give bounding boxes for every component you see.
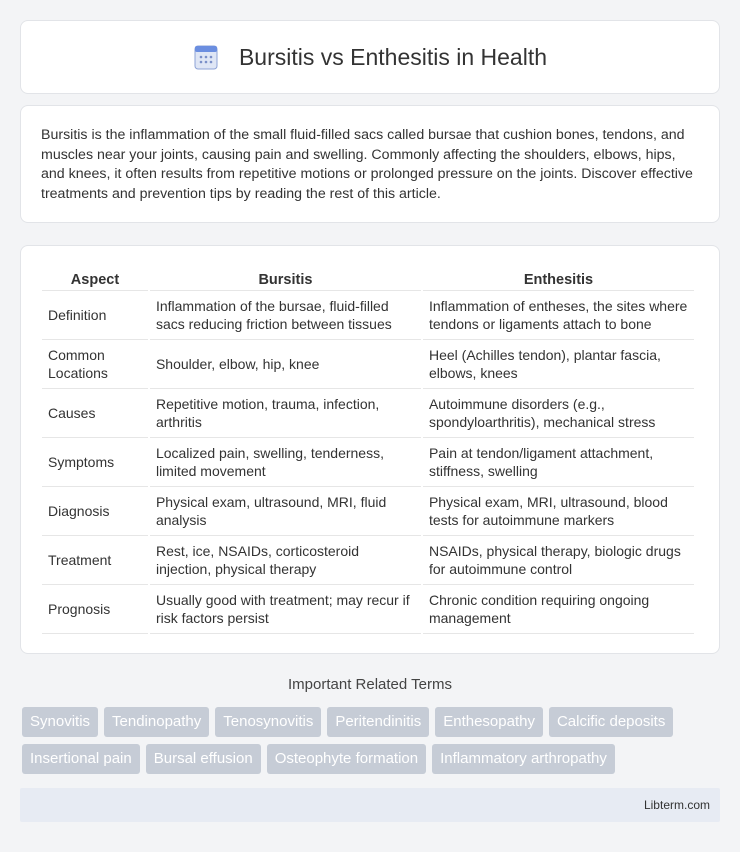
row-enthesitis: Inflammation of entheses, the sites where tendons or ligaments attach to bone [423,291,694,340]
row-aspect: Diagnosis [42,487,148,536]
table-row [42,536,694,585]
table-row [42,389,694,438]
footer-link[interactable]: Libterm.com [643,798,710,812]
tag-row [22,744,722,774]
row-enthesitis: Physical exam, MRI, ultrasound, blood tests for autoimmune markers [423,487,694,536]
tag-tenosynovitis[interactable]: Tenosynovitis [215,707,321,737]
row-aspect: Common Locations [42,340,148,389]
row-bursitis: Inflammation of the bursae, fluid-filled sacs reducing friction between tissues [150,291,421,340]
table-row [42,340,694,389]
row-enthesitis: Heel (Achilles tendon), plantar fascia, elbows, knees [423,340,694,389]
row-aspect: Treatment [42,536,148,585]
row-bursitis: Rest, ice, NSAIDs, corticosteroid injection, physical therapy [150,536,421,585]
row-enthesitis: Chronic condition requiring ongoing management [423,585,694,634]
row-bursitis: Localized pain, swelling, tenderness, limited movement [150,438,421,487]
comparison-table [40,266,696,634]
intro-text: Bursitis is the inflammation of the small fluid-filled sacs called bursae that cushion bones, tendons, and muscles near your joints, causing pain and swelling. Commonly affecting the shoulders, elbows, hips, and knees, it often results from repetitive motions or prolonged pressure on the joints. Discover effective treatments and prevention tips by reading the rest of this article. [41,127,693,202]
header-card [20,20,720,94]
header-aspect: Aspect [42,266,148,291]
row-aspect: Prognosis [42,585,148,634]
header-bursitis: Bursitis [150,266,421,291]
header-enthesitis: Enthesitis [423,266,694,291]
page-title: Bursitis vs Enthesitis in Health [238,43,548,70]
tag-osteophyte-formation[interactable]: Osteophyte formation [267,744,426,774]
tag-bursal-effusion[interactable]: Bursal effusion [146,744,261,774]
row-enthesitis: Autoimmune disorders (e.g., spondyloarthritis), mechanical stress [423,389,694,438]
row-aspect: Causes [42,389,148,438]
footer [20,788,720,822]
tag-inflammatory-arthropathy[interactable]: Inflammatory arthropathy [432,744,615,774]
table-row [42,487,694,536]
row-bursitis: Shoulder, elbow, hip, knee [150,340,421,389]
table-row [42,585,694,634]
row-bursitis: Usually good with treatment; may recur if risk factors persist [150,585,421,634]
row-enthesitis: Pain at tendon/ligament attachment, stiffness, swelling [423,438,694,487]
comparison-table-card [20,245,720,654]
table-row [42,438,694,487]
tag-row [22,707,722,737]
table-header-row [42,266,694,291]
tag-calcific-deposits[interactable]: Calcific deposits [549,707,673,737]
related-terms-title: Important Related Terms [288,676,452,693]
intro-card [20,105,720,223]
document-icon [193,43,219,71]
tag-peritendinitis[interactable]: Peritendinitis [327,707,429,737]
row-bursitis: Physical exam, ultrasound, MRI, fluid analysis [150,487,421,536]
related-terms [22,707,722,781]
row-enthesitis: NSAIDs, physical therapy, biologic drugs for autoimmune control [423,536,694,585]
tag-insertional-pain[interactable]: Insertional pain [22,744,140,774]
tag-synovitis[interactable]: Synovitis [22,707,98,737]
tag-tendinopathy[interactable]: Tendinopathy [104,707,209,737]
row-aspect: Definition [42,291,148,340]
table-row [42,291,694,340]
tag-enthesopathy[interactable]: Enthesopathy [435,707,543,737]
row-aspect: Symptoms [42,438,148,487]
row-bursitis: Repetitive motion, trauma, infection, arthritis [150,389,421,438]
